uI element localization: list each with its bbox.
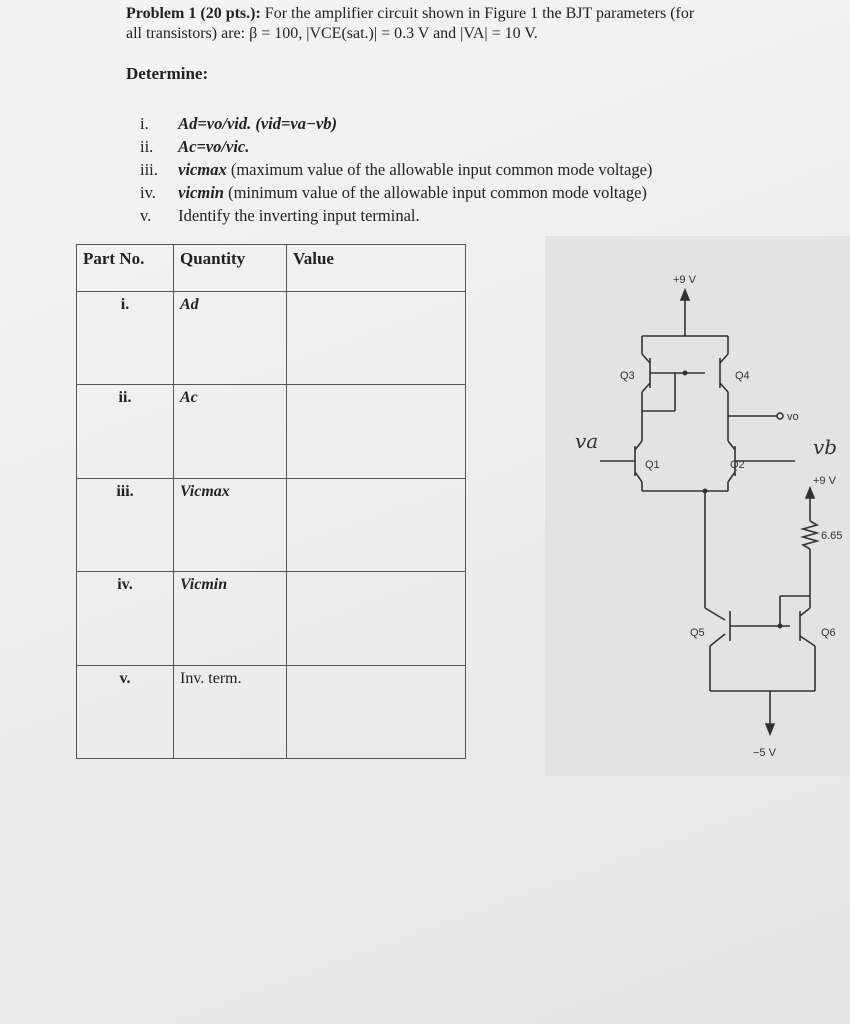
vcc-label: +9 V [673, 274, 696, 286]
problem-heading: Problem 1 (20 pts.): [126, 5, 261, 22]
value-cell[interactable] [287, 572, 466, 665]
task-list [140, 112, 652, 227]
item-formula: vicmax [178, 160, 227, 179]
table-header-row [77, 245, 466, 292]
value-cell[interactable] [287, 292, 466, 385]
q5-label: Q5 [690, 627, 705, 639]
item-text: (minimum value of the allowable input common mode voltage) [228, 183, 647, 202]
quantity-cell: Ad [174, 292, 287, 385]
vb-label: vb [813, 435, 838, 459]
item-number: i. [140, 114, 149, 133]
table-row [77, 385, 466, 478]
quantity-cell: Vicmax [174, 478, 287, 571]
resistor-label: 6.65 [821, 530, 843, 542]
answer-table [76, 244, 466, 759]
item-formula: Ad=vo/vid. (vid=va−vb) [178, 114, 338, 133]
item-text: Identify the inverting input terminal. [178, 206, 420, 225]
q3-label: Q3 [620, 370, 635, 382]
part-cell: v. [77, 665, 174, 758]
item-formula: vicmin [178, 183, 224, 202]
value-cell[interactable] [287, 665, 466, 758]
va-label: va [575, 429, 599, 453]
part-cell: i. [77, 292, 174, 385]
table-row [77, 292, 466, 385]
part-cell: iv. [77, 572, 174, 665]
part-cell: iii. [77, 478, 174, 571]
item-number: ii. [140, 137, 154, 156]
quantity-cell: Vicmin [174, 572, 287, 665]
list-item [140, 158, 652, 181]
table-row [77, 478, 466, 571]
q6-label: Q6 [821, 627, 836, 639]
quantity-cell: Ac [174, 385, 287, 478]
vee-label: −5 V [753, 747, 776, 759]
part-cell: ii. [77, 385, 174, 478]
item-number: iii. [140, 160, 158, 179]
vo-label: vo [787, 411, 799, 423]
header-quantity: Quantity [174, 245, 287, 292]
circuit-figure [545, 236, 850, 776]
table-row [77, 665, 466, 758]
value-cell[interactable] [287, 385, 466, 478]
problem-line2: all transistors) are: β = 100, |VCE(sat.)| = 0.3 V and |VA| = 10 V. [126, 25, 538, 42]
table-row [77, 572, 466, 665]
list-item [140, 135, 652, 158]
determine-label: Determine: [126, 64, 209, 83]
item-formula: Ac=vo/vic. [178, 137, 250, 156]
problem-statement [126, 4, 826, 44]
vb-bias-label: +9 V [813, 475, 836, 487]
circuit-diagram [545, 236, 850, 776]
item-number: iv. [140, 183, 156, 202]
header-value: Value [287, 245, 466, 292]
problem-line1: For the amplifier circuit shown in Figure 1 the BJT parameters (for [264, 5, 695, 22]
item-text: (maximum value of the allowable input common mode voltage) [230, 160, 653, 179]
q1-label: Q1 [645, 459, 660, 471]
list-item [140, 181, 652, 204]
header-part: Part No. [77, 245, 174, 292]
q4-label: Q4 [735, 370, 750, 382]
item-number: v. [140, 206, 152, 225]
value-cell[interactable] [287, 478, 466, 571]
list-item [140, 204, 652, 227]
quantity-cell: Inv. term. [174, 665, 287, 758]
q2-label: Q2 [730, 459, 745, 471]
answer-table-wrap [76, 244, 466, 759]
list-item [140, 112, 652, 135]
